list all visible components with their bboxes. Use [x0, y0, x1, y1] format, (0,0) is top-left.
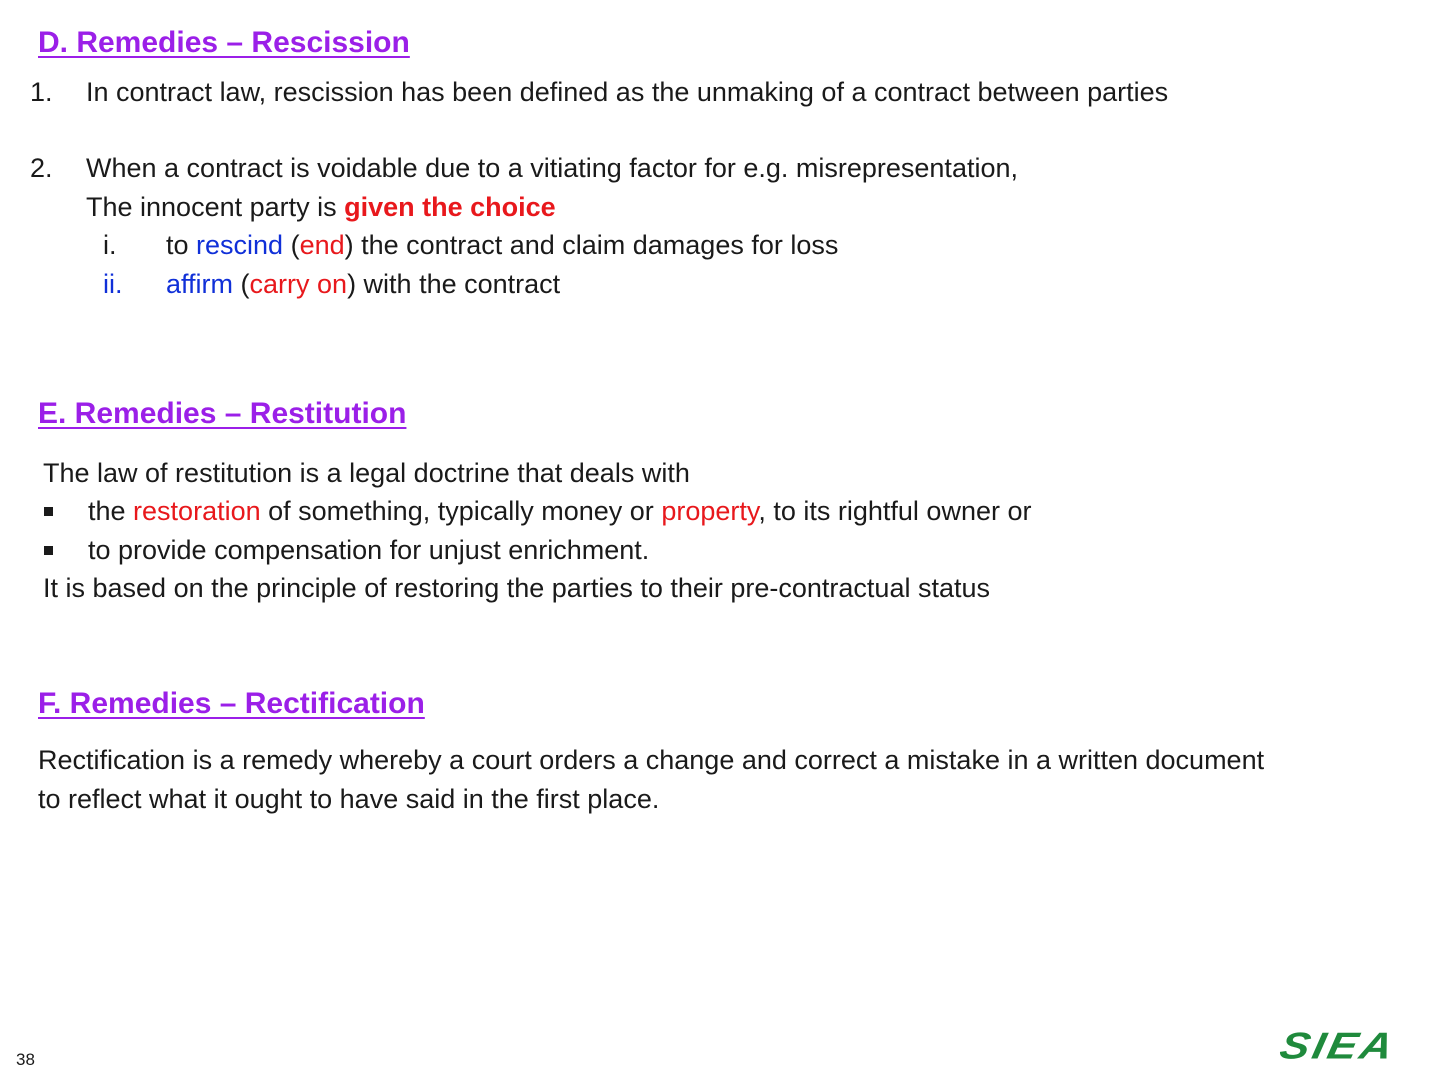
- section-f-heading: F. Remedies – Rectification: [38, 687, 425, 720]
- bullet-1-mid: of something, typically money or: [260, 496, 662, 526]
- item-2-line-2: [86, 188, 556, 226]
- item-2-line-1: When a contract is voidable due to a vitiating factor for e.g. misrepresentation,: [86, 153, 1018, 183]
- sub-item-ii-text: [166, 265, 560, 303]
- rectification-line-2: to reflect what it ought to have said in the first place.: [38, 784, 660, 814]
- rectification-line-1: Rectification is a remedy whereby a court orders a change and correct a mistake in a written document: [38, 745, 1265, 775]
- sub-item-i-number: i.: [103, 230, 117, 260]
- item-1-text: In contract law, rescission has been defined as the unmaking of a contract between parties: [86, 77, 1169, 107]
- sub-item-ii-number: ii.: [103, 269, 123, 299]
- rescind-term: rescind: [196, 230, 284, 260]
- restitution-intro: The law of restitution is a legal doctrine that deals with: [43, 458, 690, 488]
- sub-item-i-text: [166, 226, 838, 264]
- end-term: end: [299, 230, 345, 260]
- bullet-1-suffix: , to its rightful owner or: [758, 496, 1032, 526]
- sub-item-i-rest: ) the contract and claim damages for loss: [344, 230, 839, 260]
- sub-item-ii-paren: (: [233, 269, 250, 299]
- given-the-choice-emphasis: given the choice: [344, 192, 556, 222]
- affirm-term: affirm: [166, 269, 234, 299]
- item-2-number: 2.: [30, 153, 53, 183]
- property-term: property: [661, 496, 759, 526]
- restitution-bullet-2: to provide compensation for unjust enrichment.: [88, 535, 650, 565]
- section-e-heading: E. Remedies – Restitution: [38, 397, 407, 430]
- sub-item-i-paren: (: [283, 230, 300, 260]
- page-number: 38: [16, 1050, 35, 1069]
- square-bullet-icon: [44, 507, 53, 516]
- section-d-heading: D. Remedies – Rescission: [38, 26, 410, 59]
- carry-on-term: carry on: [249, 269, 348, 299]
- item-2-line-2-prefix: The innocent party is: [86, 192, 345, 222]
- restitution-bullet-1: [88, 492, 1031, 530]
- sub-item-i-to: to: [166, 230, 197, 260]
- sub-item-ii-rest: ) with the contract: [347, 269, 561, 299]
- restoration-term: restoration: [133, 496, 261, 526]
- item-1-number: 1.: [30, 77, 53, 107]
- bullet-1-prefix: the: [88, 496, 134, 526]
- siea-logo: SIEA: [1276, 1025, 1400, 1068]
- restitution-closing: It is based on the principle of restoring the parties to their pre-contractual status: [43, 573, 991, 603]
- square-bullet-icon: [44, 546, 53, 555]
